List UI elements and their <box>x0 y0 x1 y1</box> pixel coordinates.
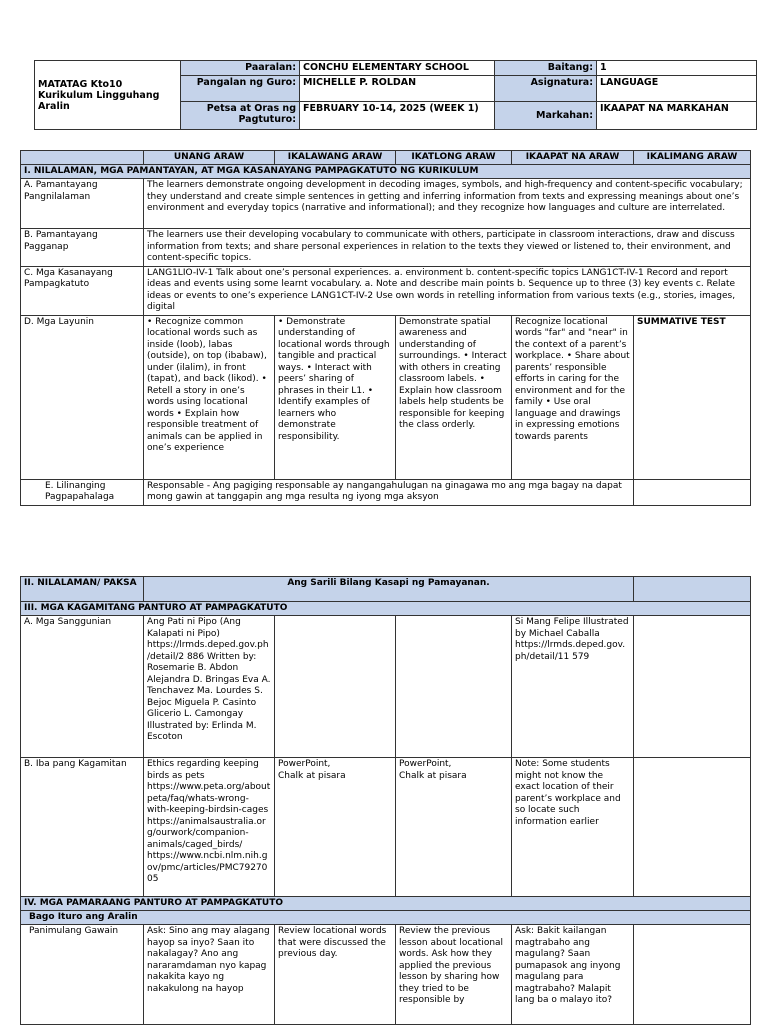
performance-standards: The learners use their developing vocabulary to communicate with others, participate in classroom interactions, draw and discuss information from texts; and share personal experiences in relation to the texts they viewed or listened to, their environment, and content-specific topics. <box>144 229 751 267</box>
reference-cell: Si Mang Felipe Illustrated by Michael Caballa https://lrmds.deped.gov.ph/detail/11 579 <box>512 616 634 758</box>
material-cell <box>634 758 751 897</box>
value-guro: MICHELLE P. ROLDAN <box>300 76 495 102</box>
row-label-b: B. Pamantayang Pagganap <box>21 229 144 267</box>
section-2-topic: Ang Sarili Bilang Kasapi ng Pamayanan. <box>144 577 634 602</box>
content-standards: The learners demonstrate ongoing development in decoding images, symbols, and high-frequency and content-specific vocabulary; they understand and create simple sentences in getting and inferring information from texts and expressing meanings about one’s environment and everyday topics (narrative and informational); and they recognize how languages and culture are interrelated. <box>144 179 751 229</box>
row-label-c: C. Mga Kasanayang Pampagkatuto <box>21 266 144 315</box>
value-asignatura: LANGUAGE <box>597 76 757 102</box>
label-markahan: Markahan: <box>495 102 597 130</box>
section-4-subtitle: Bago Ituro ang Aralin <box>21 911 751 925</box>
day-header: IKAAPAT NA ARAW <box>512 151 634 165</box>
content-table <box>20 576 751 1025</box>
intro-cell: Ask: Bakit kailangan magtrabaho ang magulang? Saan pumapasok ang inyong magulang para magtrabaho? Malapit lang ba o malayo ito? <box>512 925 634 1025</box>
intro-cell: Review locational words that were discussed the previous day. <box>275 925 396 1025</box>
section-1-title: I. NILALAMAN, MGA PAMANTAYAN, AT MGA KASANAYANG PAMPAGKATUTO NG KURIKULUM <box>21 165 751 179</box>
row-label-e: E. Lilinanging Pagpapahalaga <box>21 479 144 505</box>
empty-cell <box>634 577 751 602</box>
value-baitang: 1 <box>597 61 757 76</box>
value-paaralan: CONCHU ELEMENTARY SCHOOL <box>300 61 495 76</box>
section-2-label: II. NILALAMAN/ PAKSA <box>21 577 144 602</box>
row-label-intro: Panimulang Gawain <box>21 925 144 1025</box>
header-table <box>34 60 757 130</box>
intro-cell: Review the previous lesson about locational words. Ask how they applied the previous lesson by sharing how they tried to be responsible by <box>396 925 512 1025</box>
objectives-table <box>20 150 751 506</box>
section-4-title: IV. MGA PAMARAANG PANTURO AT PAMPAGKATUTO <box>21 897 751 911</box>
row-label-d: D. Mga Layunin <box>21 315 144 479</box>
row-label-references: A. Mga Sanggunian <box>21 616 144 758</box>
material-cell: PowerPoint, Chalk at pisara <box>275 758 396 897</box>
learning-competencies: LANG1LIO-IV-1 Talk about one’s personal experiences. a. environment b. content-specific topics LANG1CT-IV-1 Record and report ideas and events using some learnt vocabulary. a. Note and describe main points b. Sequence up to three (3) key events c. Relate ideas or events to one’s experience LANG1CT-IV-2 Use own words in retelling information from various texts (e.g., stories, images, digital <box>144 266 751 315</box>
objective-cell: Demonstrate spatial awareness and understanding of surroundings. • Interact with others in creating classroom labels. • Explain how classroom labels help students be responsible for keeping the class orderly. <box>396 315 512 479</box>
values-integration: Responsable - Ang pagiging responsable ay nangangahulugan na ginagawa mo ang mga bagay na dapat mong gawin at tanggapin ang mga resulta ng iyong mga aksyon <box>144 479 634 505</box>
empty-cell <box>634 479 751 505</box>
intro-cell <box>634 925 751 1025</box>
lesson-title: MATATAG Kto10 Kurikulum Lingguhang Aralin <box>35 61 181 130</box>
reference-cell <box>275 616 396 758</box>
value-petsa: FEBRUARY 10-14, 2025 (WEEK 1) <box>300 102 495 130</box>
day-header: UNANG ARAW <box>144 151 275 165</box>
section-3-title: III. MGA KAGAMITANG PANTURO AT PAMPAGKATUTO <box>21 602 751 616</box>
label-guro: Pangalan ng Guro: <box>181 76 300 102</box>
objective-cell: SUMMATIVE TEST <box>634 315 751 479</box>
material-cell: Note: Some students might not know the exact location of their parent’s workplace and so locate such information earlier <box>512 758 634 897</box>
label-paaralan: Paaralan: <box>181 61 300 76</box>
row-label-a: A. Pamantayang Pangnilalaman <box>21 179 144 229</box>
row-label-other-materials: B. Iba pang Kagamitan <box>21 758 144 897</box>
material-cell: PowerPoint, Chalk at pisara <box>396 758 512 897</box>
label-asignatura: Asignatura: <box>495 76 597 102</box>
reference-cell <box>396 616 512 758</box>
label-baitang: Baitang: <box>495 61 597 76</box>
day-header: IKATLONG ARAW <box>396 151 512 165</box>
value-markahan: IKAAPAT NA MARKAHAN <box>597 102 757 130</box>
objective-cell: • Demonstrate understanding of locational words through tangible and practical ways. • Interact with peers’ sharing of phrases in their L1. • Identify examples of learners who demonstrate responsibility. <box>275 315 396 479</box>
reference-cell <box>634 616 751 758</box>
objective-cell: Recognize locational words "far" and "near" in the context of a parent’s workplace. • Share about parents’ responsible efforts in caring for the environment and for the family • Use oral language and drawings in expressing emotions towards parents <box>512 315 634 479</box>
material-cell: Ethics regarding keeping birds as pets https://www.peta.org/aboutpeta/faq/whats-wrong-with-keeping-birdsin-cages https://animalsaustralia.org/ourwork/companion-animals/caged_birds/ https://www.ncbi.nlm.nih.gov/pmc/articles/PMC7927005 <box>144 758 275 897</box>
objective-cell: • Recognize common locational words such as inside (loob), labas (outside), on top (ibabaw), under (ilalim), in front (tapat), and back (likod). • Retell a story in one’s words using locational words • Explain how responsible treatment of animals can be applied in one’s experience <box>144 315 275 479</box>
day-header: IKALIMANG ARAW <box>634 151 751 165</box>
day-header: IKALAWANG ARAW <box>275 151 396 165</box>
label-petsa: Petsa at Oras ng Pagtuturo: <box>181 102 300 130</box>
intro-cell: Ask: Sino ang may alagang hayop sa inyo? Saan ito nakalagay? Ano ang nararamdaman nyo kapag nakakita kayo ng nakakulong na hayop <box>144 925 275 1025</box>
reference-cell: Ang Pati ni Pipo (Ang Kalapati ni Pipo) https://lrmds.deped.gov.ph/detail/2 886 Written by: Rosemarie B. Abdon Alejandra D. Bringas Eva A. Tenchavez Ma. Lourdes S. Bejoc Miguela P. Casinto Glicerio L. Camongay Illustrated by: Erlinda M. Escoton <box>144 616 275 758</box>
corner-cell <box>21 151 144 165</box>
